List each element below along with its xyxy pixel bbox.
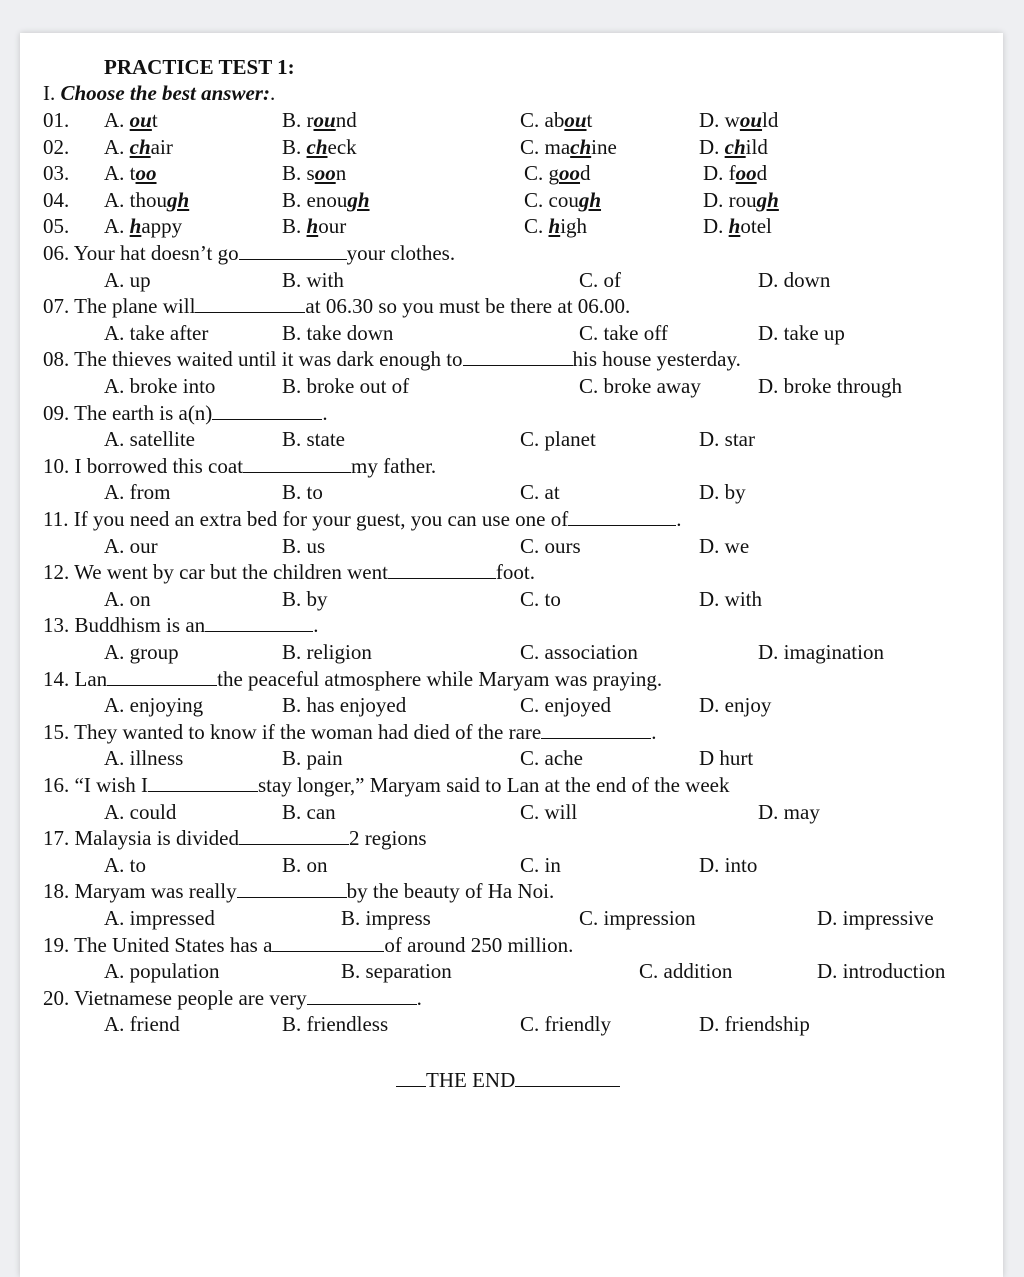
answer-option (104, 107, 158, 134)
answer-option: A. from (104, 480, 171, 505)
answer-option: D. broke through (758, 374, 903, 398)
option-letter: C. (520, 108, 545, 132)
option-letter: B. (282, 214, 307, 239)
text-line (20, 373, 1003, 400)
answer-option (520, 134, 617, 161)
underlined-sound: ch (570, 134, 592, 159)
question-tail: by the beauty of Ha Noi. (346, 879, 555, 904)
answer-option: C. take off (579, 320, 668, 345)
text-line (20, 639, 1003, 666)
answer-option: B. broke out of (282, 374, 410, 398)
answer-option: C. broke away (579, 374, 701, 398)
answer-option: A. friend (104, 1012, 180, 1037)
question-stem: 15. They wanted to know if the woman had died of the rare (43, 719, 542, 744)
question-text (43, 240, 455, 267)
question-number: 04. (43, 187, 70, 212)
text-line (20, 134, 1003, 161)
text-line (20, 426, 1003, 453)
page-title: PRACTICE TEST 1: (104, 55, 295, 79)
question-tail: my father. (351, 453, 437, 478)
answer-option: A. impressed (104, 906, 215, 930)
text-line (20, 187, 1003, 214)
answer-option: D. introduction (817, 959, 946, 984)
word-part: igh (560, 214, 588, 239)
underlined-sound: gh (756, 187, 779, 212)
answer-option: B. on (282, 852, 328, 877)
question-tail: of around 250 million. (384, 932, 574, 957)
question-tail: stay longer,” Maryam said to Lan at the end of the week (257, 773, 730, 797)
text-line (20, 745, 1003, 772)
underlined-sound: oo (735, 161, 757, 186)
option-letter: A. (104, 161, 130, 186)
answer-option (282, 107, 357, 134)
word-part: g (548, 161, 560, 186)
answer-option: C. of (579, 267, 621, 292)
text-line (20, 852, 1003, 879)
word-part: t (586, 108, 593, 132)
text-line (20, 932, 1003, 959)
text-line (20, 612, 1003, 639)
text-line (20, 346, 1003, 373)
answer-option: A. could (104, 799, 177, 824)
word-part: cou (548, 187, 579, 212)
word-part: ma (544, 134, 571, 159)
question-text (43, 878, 554, 905)
answer-option: A. satellite (104, 427, 195, 452)
option-letter: D. (703, 187, 729, 212)
question-stem: 07. The plane will (43, 294, 196, 319)
word-part: nd (335, 108, 357, 132)
text-line (20, 160, 1003, 187)
answer-option: C. ours (520, 533, 581, 558)
answer-option: B. to (282, 480, 323, 505)
answer-option: C. ache (520, 746, 583, 771)
text-line (20, 400, 1003, 427)
text-line (20, 878, 1003, 905)
answer-blank (195, 294, 305, 313)
answer-option: B. can (282, 799, 336, 824)
word-part: t (151, 108, 158, 132)
section-instruction: Choose the best answer: (60, 81, 270, 105)
answer-blank (205, 613, 313, 632)
answer-option: D. friendship (699, 1012, 810, 1037)
answer-option (282, 187, 370, 214)
answer-option: D. by (699, 480, 746, 505)
word-part: f (728, 161, 736, 186)
word-part: our (318, 214, 347, 239)
text-line (20, 240, 1003, 267)
question-tail: . (416, 985, 422, 1010)
answer-blank (272, 933, 384, 952)
answer-option: C. at (520, 480, 560, 505)
option-letter: D. (699, 134, 725, 159)
question-text (43, 719, 656, 746)
answer-option: B. impress (341, 906, 431, 930)
answer-option: C. to (520, 586, 561, 611)
question-text (43, 559, 535, 586)
answer-option (699, 107, 778, 134)
question-text (43, 666, 662, 693)
word-part: d (580, 161, 591, 186)
answer-option: D. imagination (758, 640, 884, 664)
answer-option (104, 160, 157, 187)
option-letter: A. (104, 187, 130, 212)
question-stem: 14. Lan (43, 666, 108, 691)
text-line (20, 586, 1003, 613)
question-text (43, 506, 681, 533)
question-stem: 10. I borrowed this coat (43, 453, 244, 478)
text-line (20, 799, 1003, 826)
answer-option: D. into (699, 852, 758, 877)
word-part: t (129, 161, 136, 186)
answer-option: C. in (520, 852, 561, 877)
option-letter: C. (524, 187, 549, 212)
end-text: THE END (426, 1068, 516, 1092)
question-stem: 06. Your hat doesn’t go (43, 241, 239, 265)
text-line (20, 453, 1003, 480)
question-tail: . (313, 613, 319, 638)
question-tail: at 06.30 so you must be there at 06.00. (305, 294, 631, 319)
question-text (43, 453, 436, 480)
answer-option: A. illness (104, 746, 184, 771)
question-tail: foot. (495, 560, 535, 585)
answer-option: B. us (282, 533, 326, 558)
option-letter: C. (524, 161, 549, 186)
answer-option: D hurt (699, 746, 754, 771)
question-stem: 19. The United States has a (43, 932, 273, 957)
question-stem: 09. The earth is a(n) (43, 400, 213, 425)
answer-option: C. impression (579, 906, 696, 930)
text-line (20, 479, 1003, 506)
word-part: s (306, 161, 315, 186)
answer-option: A. on (104, 586, 151, 611)
answer-option: C. enjoyed (520, 693, 611, 718)
answer-option (703, 187, 779, 214)
question-tail: your clothes. (346, 241, 456, 265)
text-line (20, 506, 1003, 533)
answer-option: C. friendly (520, 1012, 611, 1037)
word-part: otel (740, 214, 772, 239)
answer-option: D. impressive (817, 906, 934, 930)
answer-option (520, 107, 592, 134)
text-line (20, 772, 1003, 799)
answer-option (282, 134, 357, 161)
question-number: 05. (43, 214, 70, 239)
end-rule (396, 1068, 426, 1087)
answer-option: D. take up (758, 320, 845, 345)
word-part: eck (327, 134, 357, 159)
question-stem: 13. Buddhism is an (43, 613, 206, 638)
option-letter: B. (282, 108, 307, 132)
option-letter: D. (703, 214, 729, 239)
answer-option (104, 213, 182, 240)
option-letter: B. (282, 187, 307, 212)
text-line (20, 692, 1003, 719)
text-line (20, 213, 1003, 240)
word-part: appy (141, 214, 183, 239)
answer-option: A. enjoying (104, 693, 204, 718)
question-tail: . (322, 400, 328, 425)
word-part: n (335, 161, 347, 186)
text-line (20, 958, 1003, 985)
word-part: enou (306, 187, 348, 212)
end-rule (515, 1068, 620, 1087)
answer-option: D. down (758, 267, 831, 292)
answer-option: A. our (104, 533, 158, 558)
answer-option: B. take down (282, 320, 394, 345)
question-stem: 12. We went by car but the children went (43, 560, 388, 585)
answer-option: A. broke into (104, 374, 216, 398)
question-text (43, 985, 422, 1012)
section-dot: . (269, 81, 276, 105)
question-stem: 17. Malaysia is divided (43, 826, 239, 851)
word-part: ab (544, 108, 565, 132)
answer-blank (239, 241, 347, 260)
answer-blank (307, 986, 417, 1005)
option-letter: D. (699, 108, 725, 132)
question-stem: 20. Vietnamese people are very (43, 985, 307, 1010)
answer-option: B. religion (282, 640, 372, 664)
question-tail: his house yesterday. (572, 347, 741, 372)
text-line (20, 54, 1003, 81)
option-letter: B. (282, 161, 307, 186)
answer-blank (463, 347, 573, 366)
answer-blank (148, 773, 258, 792)
text-line (20, 905, 1003, 932)
text-line (20, 267, 1003, 294)
question-text (43, 293, 630, 320)
answer-option: D. we (699, 533, 750, 558)
question-stem: 11. If you need an extra bed for your guest, you can use one of (43, 507, 569, 531)
question-stem: 16. “I wish I (43, 773, 148, 797)
section-heading (43, 80, 275, 107)
answer-option: A. group (104, 640, 179, 664)
word-part: thou (129, 187, 168, 212)
word-part: ine (591, 134, 617, 159)
question-text (43, 346, 741, 373)
answer-option: B. state (282, 427, 345, 452)
text-line (20, 825, 1003, 852)
question-number: 02. (43, 134, 70, 159)
word-part: air (150, 134, 173, 159)
answer-option: A. take after (104, 320, 209, 345)
underlined-sound: gh (347, 187, 370, 212)
text-line (20, 533, 1003, 560)
underlined-sound: h (548, 214, 561, 239)
answer-blank (212, 401, 322, 420)
underlined-sound: oo (314, 161, 336, 186)
answer-blank (568, 507, 676, 526)
answer-option: B. pain (282, 746, 343, 771)
underlined-sound: ch (306, 134, 328, 159)
question-number: 03. (43, 161, 70, 186)
answer-option: C. will (520, 799, 578, 824)
text-line (20, 107, 1003, 134)
word-part: ld (762, 108, 779, 132)
question-tail: the peaceful atmosphere while Maryam was praying. (217, 666, 663, 691)
answer-option (282, 213, 346, 240)
option-letter: A. (104, 214, 130, 239)
answer-option: A. to (104, 852, 146, 877)
text-line (20, 985, 1003, 1012)
underlined-sound: ou (739, 108, 763, 132)
answer-blank (239, 826, 349, 845)
answer-option: D. enjoy (699, 693, 772, 718)
answer-option: B. friendless (282, 1012, 389, 1037)
answer-option: B. has enjoyed (282, 693, 407, 718)
question-text (43, 612, 318, 639)
underlined-sound: ch (129, 134, 151, 159)
question-stem: 18. Maryam was really (43, 879, 237, 904)
answer-option (104, 134, 173, 161)
text-line (20, 1011, 1003, 1038)
answer-option: B. separation (341, 959, 452, 984)
underlined-sound: ou (564, 108, 587, 132)
answer-option (703, 213, 772, 240)
underlined-sound: oo (559, 161, 581, 186)
option-letter: B. (282, 134, 307, 159)
text-line (20, 293, 1003, 320)
question-stem: 08. The thieves waited until it was dark enough to (43, 347, 463, 372)
answer-option (282, 160, 346, 187)
text-line (20, 1067, 1003, 1094)
question-tail: . (651, 719, 657, 744)
text-line (20, 666, 1003, 693)
answer-option: C. association (520, 640, 638, 664)
question-number: 01. (43, 108, 70, 132)
question-tail: 2 regions (348, 826, 427, 851)
option-letter: A. (104, 134, 130, 159)
answer-option: C. addition (639, 959, 733, 984)
text-line (20, 80, 1003, 107)
answer-option: D. with (699, 586, 762, 611)
option-letter: C. (520, 134, 545, 159)
question-text (43, 772, 729, 799)
answer-option (699, 134, 768, 161)
answer-option: A. up (104, 267, 151, 292)
answer-option (104, 187, 189, 214)
text-line (20, 559, 1003, 586)
answer-option (524, 213, 587, 240)
answer-option: B. by (282, 586, 328, 611)
underlined-sound: gh (167, 187, 190, 212)
text-line (20, 719, 1003, 746)
answer-blank (388, 560, 496, 579)
answer-blank (107, 667, 217, 686)
question-tail: . (676, 507, 682, 531)
option-letter: D. (703, 161, 729, 186)
answer-option (524, 160, 591, 187)
answer-blank (541, 720, 651, 739)
underlined-sound: h (728, 214, 741, 239)
question-text (43, 825, 427, 852)
answer-option (703, 160, 767, 187)
answer-option: B. with (282, 267, 344, 292)
the-end (396, 1067, 620, 1094)
text-line (20, 320, 1003, 347)
word-part: d (756, 161, 768, 186)
answer-option (524, 187, 601, 214)
answer-option: A. population (104, 959, 220, 984)
question-text (43, 400, 328, 427)
option-letter: C. (524, 214, 549, 239)
section-number: I. (43, 81, 61, 105)
underlined-sound: ch (724, 134, 746, 159)
underlined-sound: ou (313, 108, 336, 132)
underlined-sound: h (129, 214, 142, 239)
answer-option: D. may (758, 799, 820, 824)
underlined-sound: oo (135, 161, 157, 186)
answer-option: D. star (699, 427, 755, 452)
underlined-sound: ou (129, 108, 152, 132)
worksheet-page (20, 33, 1003, 1277)
answer-blank (237, 879, 347, 898)
answer-option: C. planet (520, 427, 596, 452)
word-part: ild (745, 134, 768, 159)
underlined-sound: gh (578, 187, 602, 212)
question-text (43, 932, 573, 959)
word-part: r (306, 108, 314, 132)
option-letter: A. (104, 108, 130, 132)
word-part: w (724, 108, 740, 132)
answer-blank (243, 454, 351, 473)
word-part: rou (728, 187, 757, 212)
underlined-sound: h (306, 214, 319, 239)
